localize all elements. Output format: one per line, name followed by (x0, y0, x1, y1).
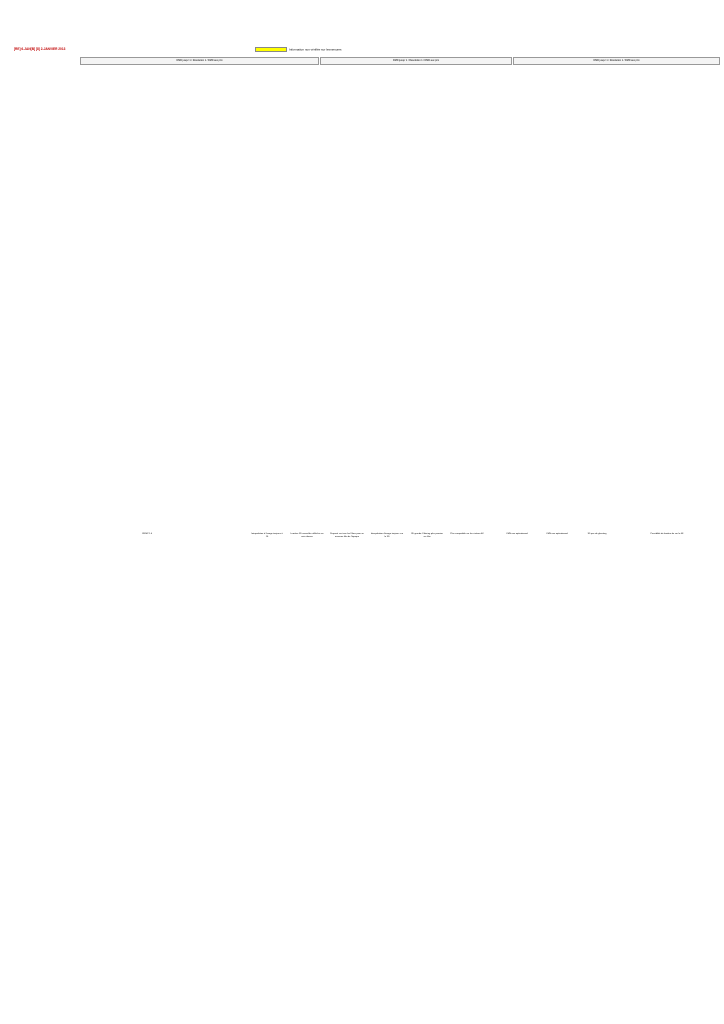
legend-label: Information non vérifiée sur lesmesures (289, 47, 342, 52)
band-panel-c: DMD jusqu' 1 / Résolution 1 / DMD aux prix (513, 57, 720, 65)
footer-note: Lumière 3D nouvelles réfléchie en noir rideaux (290, 533, 324, 539)
legend-swatch (255, 47, 287, 52)
footer-note: Interpolation à l'image toujours à 16 (251, 533, 283, 539)
footer-note: Proposé sur tous les Films pour un nouveau film de l'époque (330, 533, 364, 539)
sheet-title: [RE] 6-JAN[B] [8] 2-JANVIER 2013 (14, 47, 66, 51)
band-panel-b: DMD jusqu' 1 / Résolution 1 / DMD aux prix (320, 57, 512, 65)
legend (255, 47, 342, 52)
footer-note: CMS non opérationnel (506, 533, 528, 536)
footer-note: 3D grande: Filtering plus premier sur film (411, 533, 443, 539)
footer-note: Possibilité de lumière de sur la 4K (650, 533, 684, 536)
footer-note: CMS non opérationnel (546, 533, 568, 536)
band-panel-a: DMD jusqu' 1 / Résolution 1 / DMD aux prix (80, 57, 319, 65)
footer-note: 3D pas de ghosting (587, 533, 607, 536)
footer-note: CRISP 1.4 (141, 533, 153, 536)
footer-note: Plus compatible sur les cinéma 4K (450, 533, 484, 536)
footer-note: Interpolation d'image toujours sur le 3D (370, 533, 404, 539)
